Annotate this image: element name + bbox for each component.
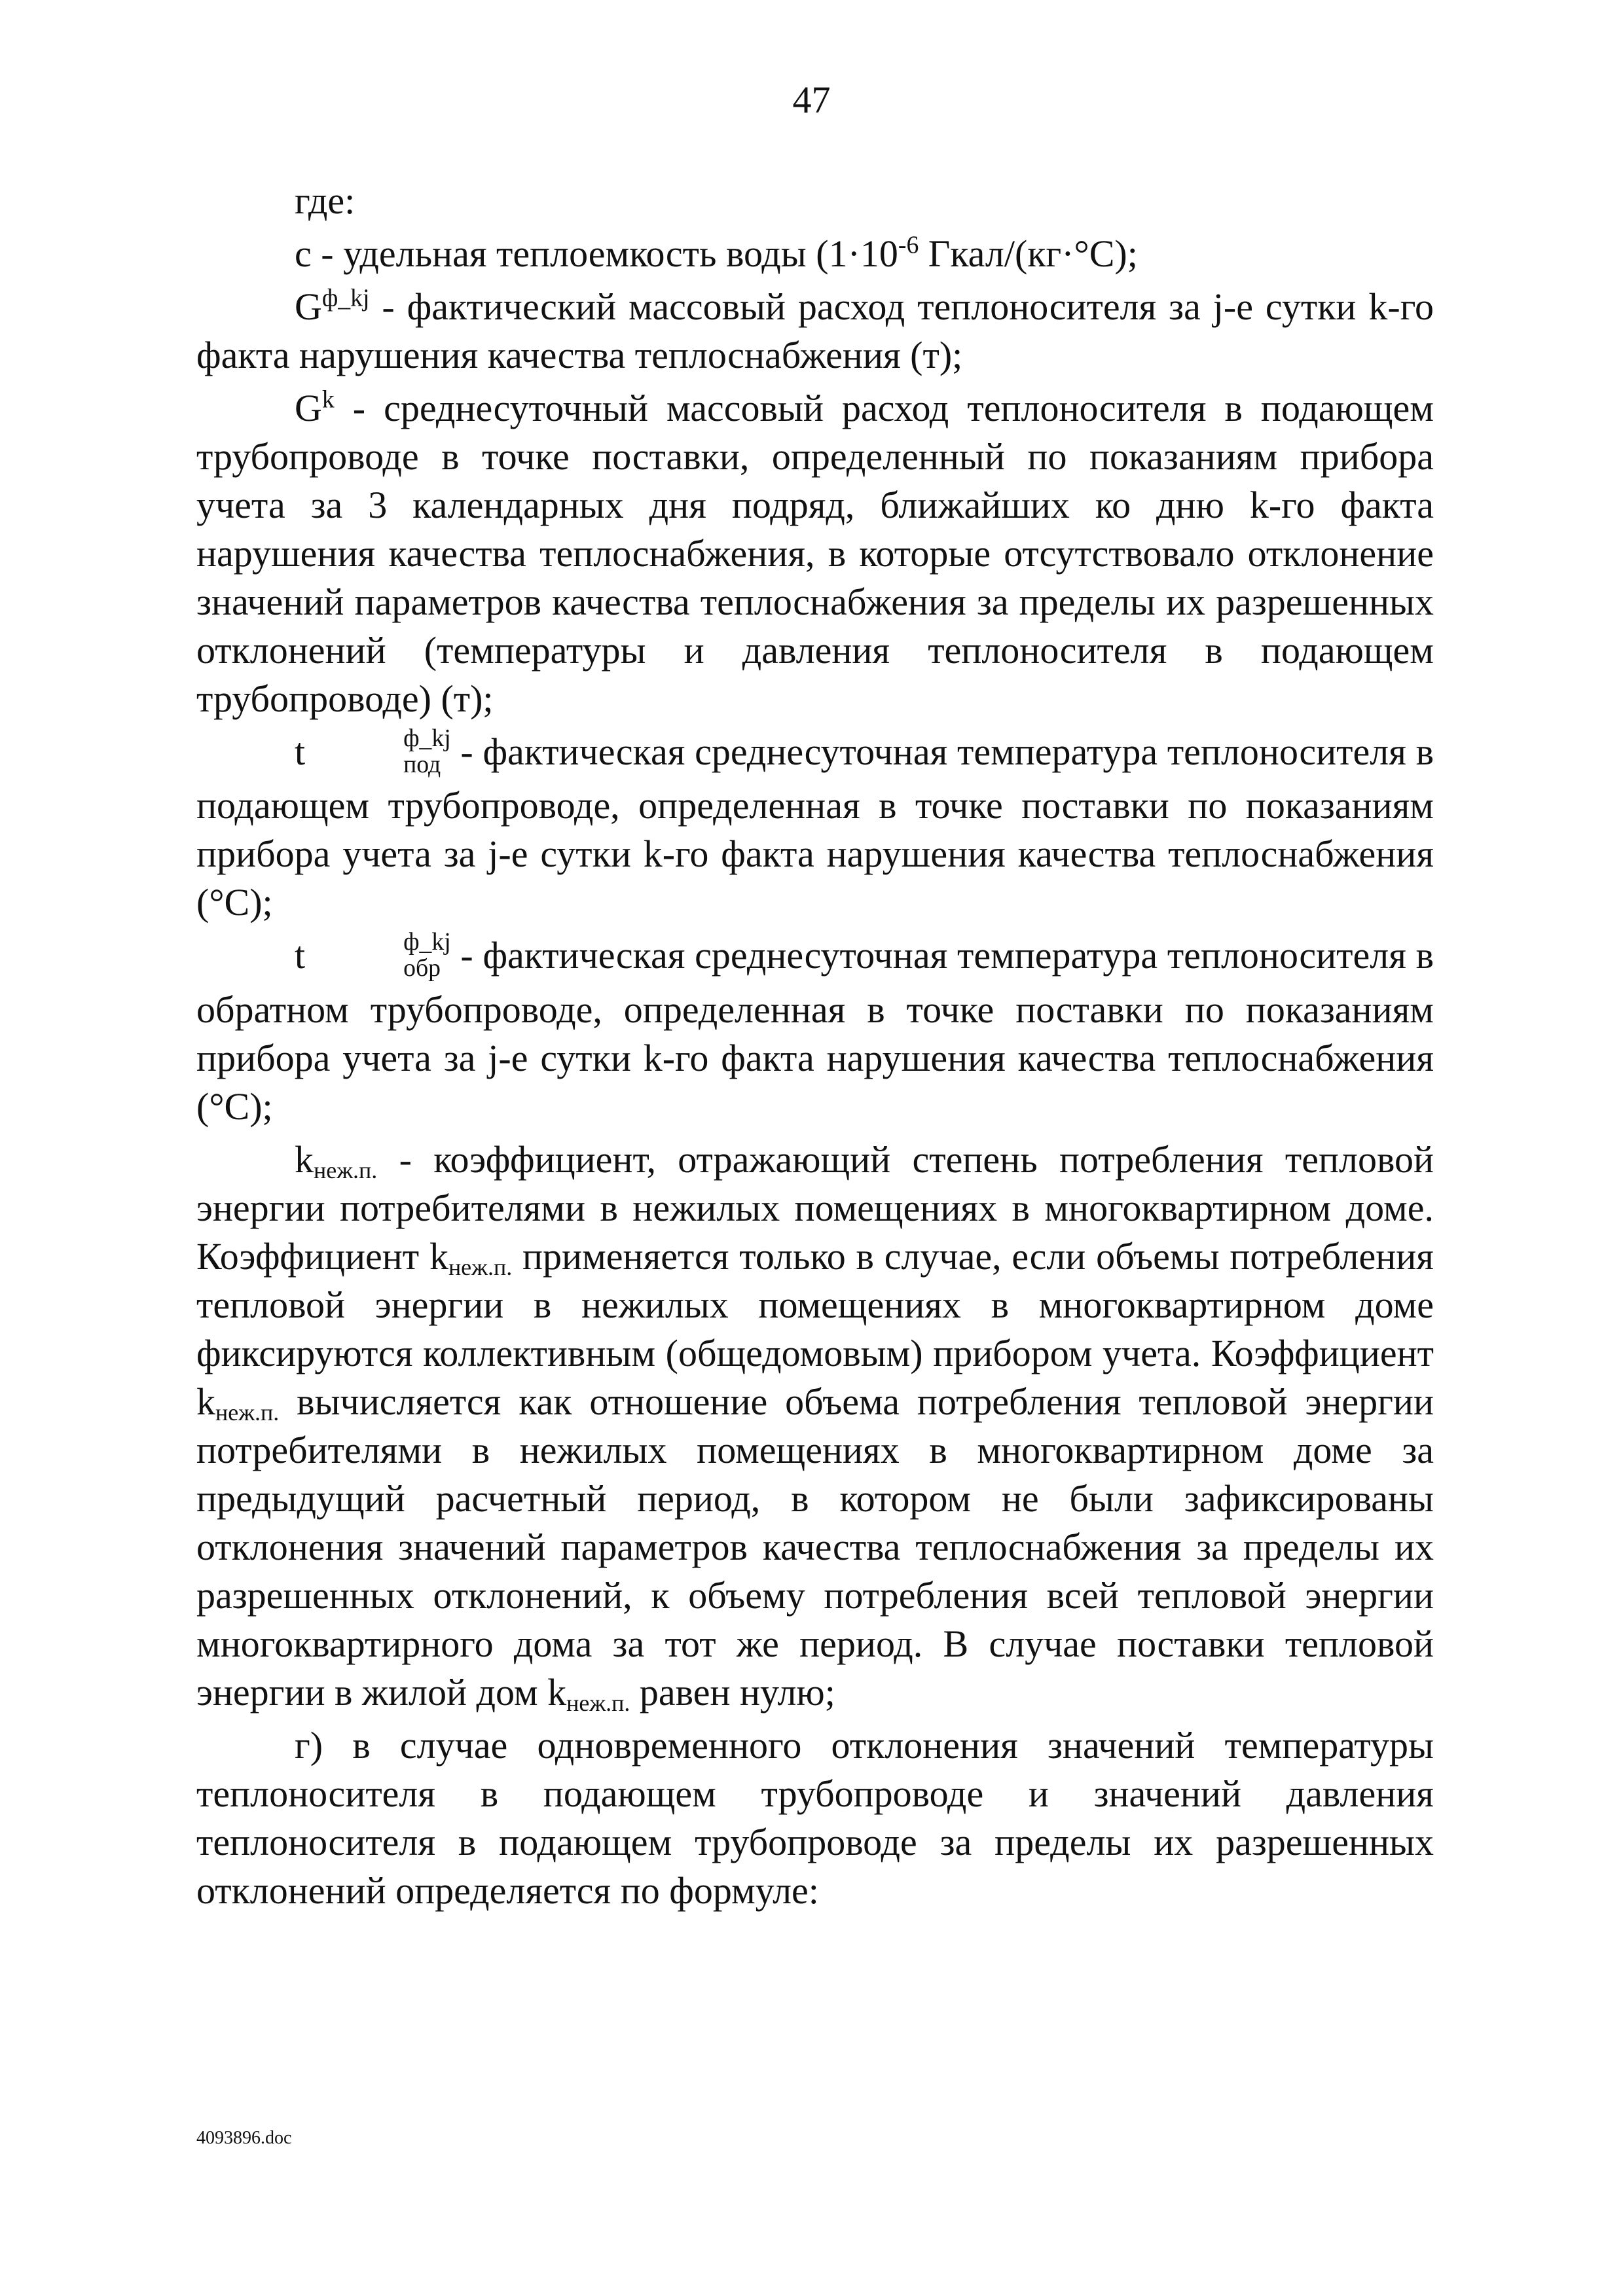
k-nezh-symbol-3: k (196, 1380, 215, 1423)
g-k-symbol: G (295, 387, 322, 429)
k-nezh-text-2: применяется только в случае, если объемы потребления тепловой энергии в нежилых помещениях в многоквартирном доме фиксируются коллективным (общедомовым) прибором учета. Коэффициент (196, 1234, 1434, 1374)
document-footer: 4093896.doc (196, 2128, 292, 2148)
t-obr-symbol: t (295, 934, 306, 977)
t-obr-text: - фактическая среднесуточная температура теплоносителя в обратном трубопроводе, определенная в точке поставки по показаниям прибора учета за j-е сутки k-го факта нарушения качества теплоснабжения (°С); (196, 934, 1434, 1128)
g-fact-superscript: ф_kj (321, 284, 370, 312)
t-pod-definition (196, 725, 1434, 927)
t-pod-superscript: ф_kj (403, 725, 451, 753)
k-nezh-symbol-2: k (429, 1234, 448, 1278)
g-k-superscript: k (321, 386, 335, 414)
k-nezh-text-3: вычисляется как отношение объема потребления тепловой энергии потребителями в нежилых помещениях в многоквартирном доме за предыдущий расчетный период, в котором не были зафиксированы отклонения значений параметров качества теплоснабжения за пределы их разрешенных отклонений, к объему потребления всей тепловой энергии многоквартирного дома за тот же период. В случае поставки тепловой энергии в жилой дом (196, 1380, 1434, 1713)
g-k-text: - среднесуточный массовый расход теплоносителя в подающем трубопроводе в точке поставки, определенный по показаниям прибора учета за 3 календарных дня подряд, ближайших ко дню k-го факта нарушения качества теплоснабжения, в которые отсутствовало отклонение значений параметров качества теплоснабжения за пределы их разрешенных отклонений (температуры и давления теплоносителя в подающем трубопроводе) (т); (196, 387, 1434, 720)
c-exponent: -6 (898, 231, 919, 259)
c-text-post: Гкал/(кг·°С); (919, 232, 1138, 275)
t-pod-subscript: под (403, 750, 441, 778)
k-nezh-definition (196, 1136, 1434, 1717)
k-nezh-text-1: - коэффициент, отражающий степень потребления тепловой энергии потребителями в нежилых помещениях в многоквартирном доме. Коэффициент (196, 1138, 1434, 1278)
t-obr-definition (196, 928, 1434, 1130)
k-nezh-text-4: равен нулю; (630, 1670, 835, 1713)
page-number: 47 (792, 79, 831, 121)
g-fact-text: - фактический массовый расход теплоносителя за j-е сутки k-го факта нарушения качества теплоснабжения (т); (196, 285, 1434, 376)
t-obr-subscript: обр (403, 954, 441, 982)
k-nezh-subscript-1: неж.п. (314, 1157, 378, 1183)
g-fact-symbol: G (295, 285, 322, 328)
t-pod-indices (305, 726, 451, 778)
t-pod-text: - фактическая среднесуточная температура теплоносителя в подающем трубопроводе, определенная в точке поставки по показаниям прибора учета за j-е сутки k-го факта нарушения качества теплоснабжения (°С); (196, 730, 1434, 924)
c-text-pre: - удельная теплоемкость воды (1·10 (321, 232, 898, 275)
t-obr-indices (305, 929, 451, 981)
g-k-definition (196, 384, 1434, 723)
g-fact-definition (196, 283, 1434, 380)
t-obr-superscript: ф_kj (403, 928, 451, 956)
document-body (196, 177, 1434, 1915)
k-nezh-subscript-3: неж.п. (215, 1399, 280, 1426)
k-nezh-subscript-4: неж.п. (566, 1689, 630, 1716)
k-nezh-subscript-2: неж.п. (448, 1253, 513, 1280)
k-nezh-symbol-4: k (547, 1670, 567, 1713)
item-g-paragraph: г) в случае одновременного отклонения значений температуры теплоносителя в подающем трубопроводе и значений давления теплоносителя в подающем трубопроводе за пределы их разрешенных отклонений определяется по формуле: (196, 1723, 1434, 1912)
where-label: где: (295, 179, 356, 222)
c-definition (196, 230, 1434, 278)
c-symbol: c (295, 232, 312, 275)
k-nezh-symbol-1: k (295, 1138, 314, 1181)
t-pod-symbol: t (295, 730, 306, 773)
